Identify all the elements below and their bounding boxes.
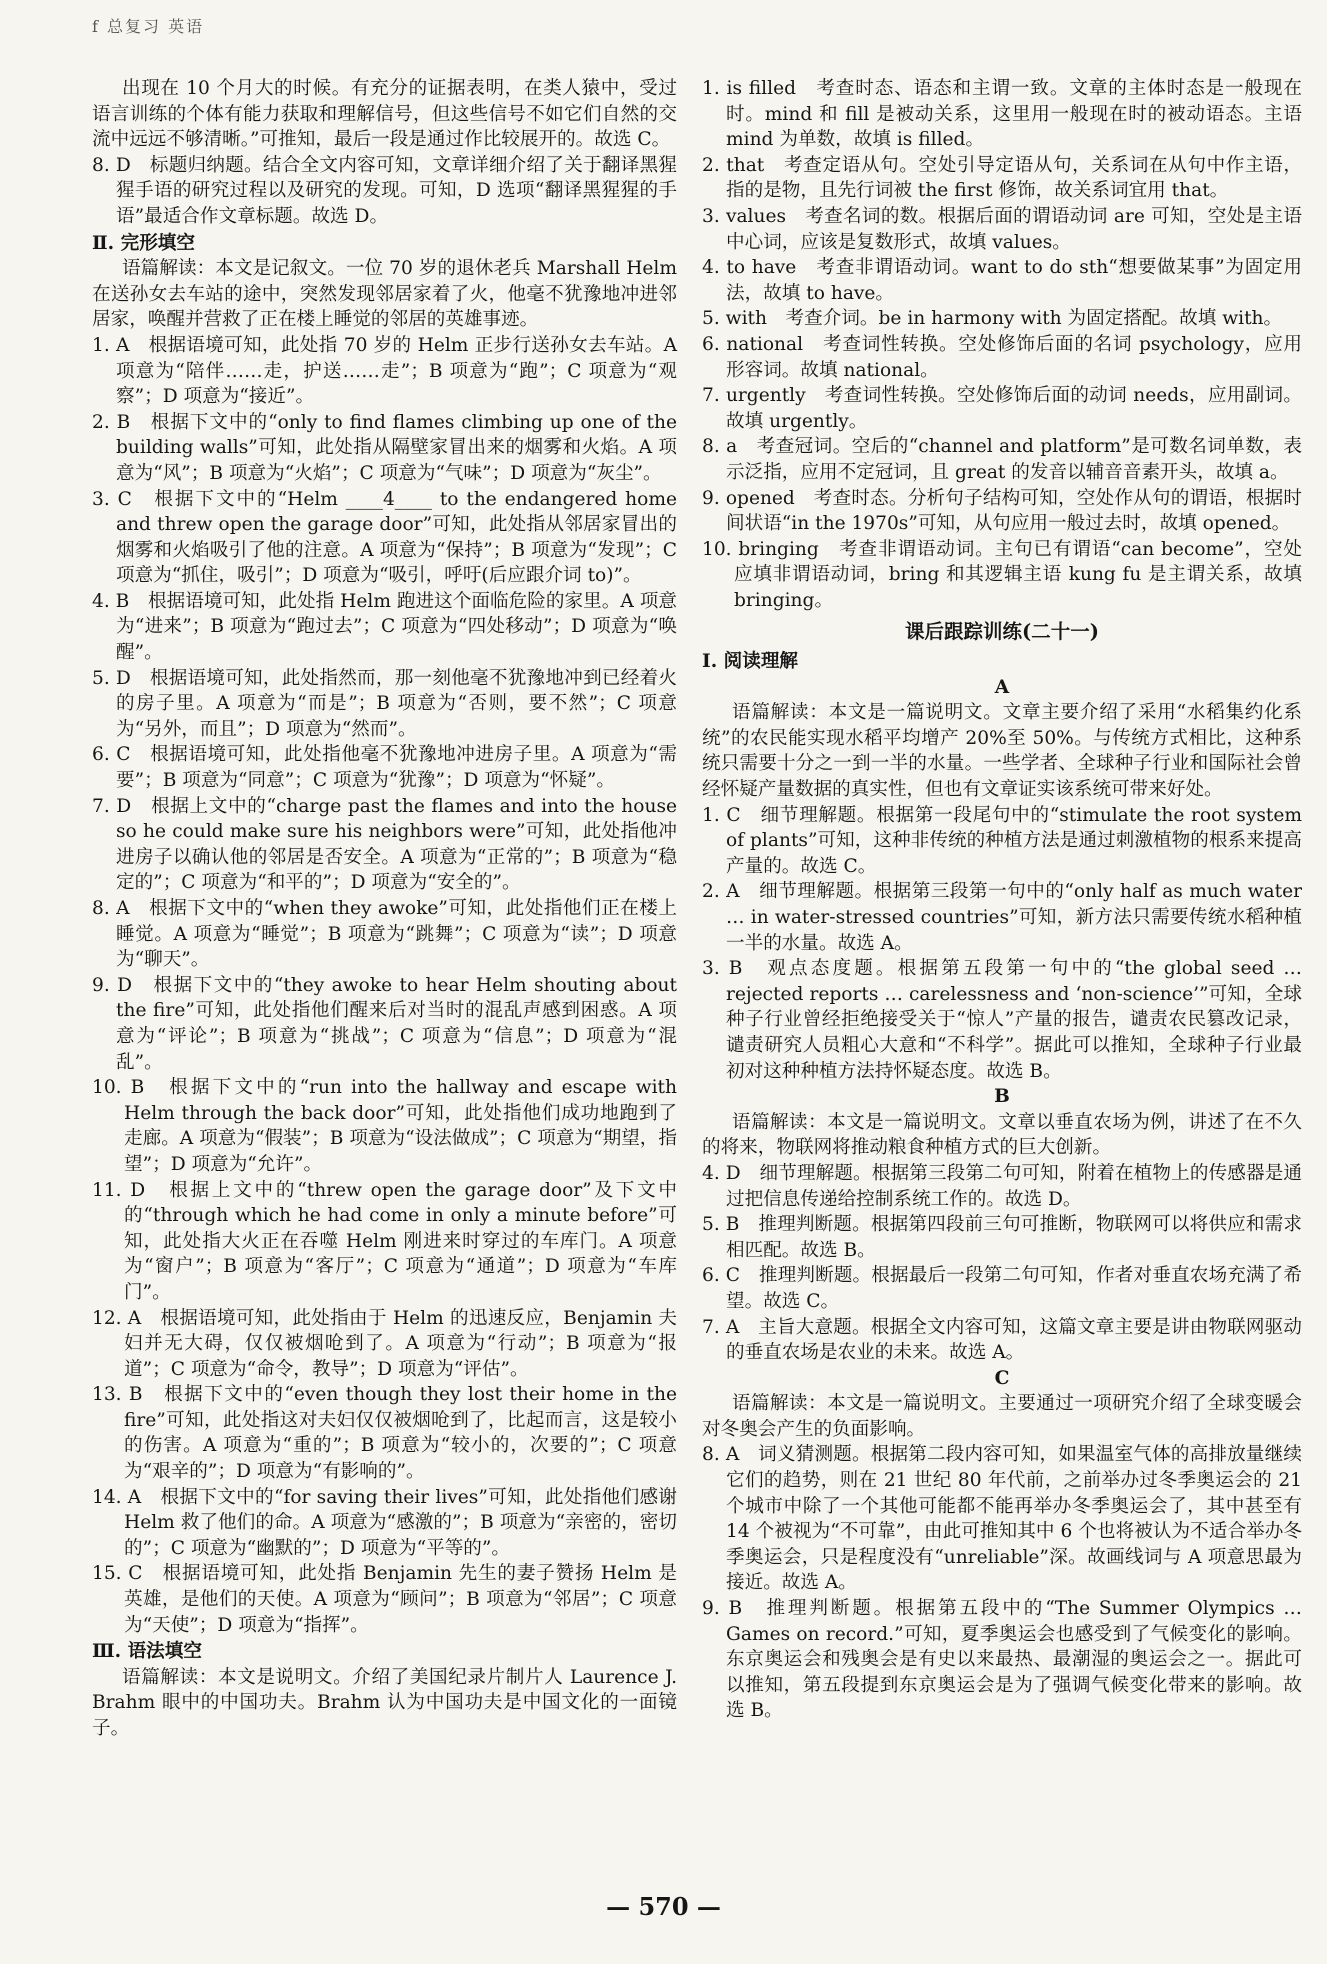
answer-item: 9. D 根据下文中的“they awoke to hear Helm shouting about the fire”可知，此处指他们醒来后对当时的混乱声感到困惑。A 项意为“评论”；B 项意为“挑战”；C 项意为“信息”；D 项意为“混乱”。: [92, 974, 677, 1073]
answer-item: 2. that 考查定语从句。空处引导定语从句，关系词在从句中作主语，指的是物，且先行词被 the first 修饰，故关系词宜用 that。: [702, 154, 1302, 202]
answer-item: 12. A 根据语境可知，此处指由于 Helm 的迅速反应，Benjamin 夫妇并无大碍，仅仅被烟呛到了。A 项意为“行动”；B 项意为“报道”；C 项意为“命令，教导”；D 项意为“评估”。: [92, 1307, 677, 1380]
answer-item: 7. D 根据上文中的“charge past the flames and into the house so he could make sure his neighbors were”可知，此处指他冲进房子以确认他的邻居是否安全。A 项意为“正常的”；B 项意为“稳定的”；C 项意为“和平的”；D 项意为“安全的”。: [92, 795, 677, 894]
answer-item: 2. A 细节理解题。根据第三段第一句中的“only half as much water … in water-stressed countries”可知，新方法只需要传统水稻种植一半的水量。故选 A。: [702, 881, 1302, 954]
passage-summary: 语篇解读：本文是一篇说明文。文章以垂直农场为例，讲述了在不久的将来，物联网将推动粮食种植方式的巨大创新。: [702, 1111, 1302, 1159]
answer-item: 1. is filled 考查时态、语态和主谓一致。文章的主体时态是一般现在时。mind 和 fill 是被动关系，这里用一般现在时的被动语态。主语 mind 为单数，故填 is filled。: [702, 78, 1302, 151]
answer-item: 2. B 根据下文中的“only to find flames climbing up one of the building walls”可知，此处指从隔壁家冒出来的烟雾和火焰。A 项意为“风”；B 项意为“火焰”；C 项意为“气味”；D 项意为“灰尘”。: [92, 411, 677, 484]
passage-summary: 语篇解读：本文是一篇说明文。主要通过一项研究介绍了全球变暖会对冬奥会产生的负面影响。: [702, 1393, 1302, 1440]
running-header: f 总复习 英语: [92, 17, 205, 36]
passage-summary: 出现在 10 个月大的时候。有充分的证据表明，在类人猿中，受过语言训练的个体有能力获取和理解信号，但这些信号不如它们自然的交流中远远不够清晰。”可推知，最后一段是通过作比较展开的。故选 C。: [92, 78, 677, 151]
answer-item: 8. a 考查冠词。空后的“channel and platform”是可数名词单数，表示泛指，应用不定冠词，且 great 的发音以辅音音素开头，故填 a。: [702, 436, 1302, 483]
answer-item: 8. A 词义猜测题。根据第二段内容可知，如果温室气体的高排放量继续它们的趋势，则在 21 世纪 80 年代前，之前举办过冬季奥运会的 21 个城市中除了一个其他可能都不能再举办冬季奥运会了，其中甚至有 14 个被视为“不可靠”，由此可推知其中 6 个也将被认为不适合举办冬季奥运会，只是程度没有“unreliable”深。故画线词与 A 项意思最为接近。故选 A。: [702, 1444, 1302, 1594]
answer-item: 1. C 细节理解题。根据第一段尾句中的“stimulate the root system of plants”可知，这种非传统的种植方法是通过刺激植物的根系来提高产量的。故选 C。: [702, 804, 1302, 877]
answer-item: 6. C 推理判断题。根据最后一段第二句可知，作者对垂直农场充满了希望。故选 C。: [702, 1265, 1302, 1312]
answer-item: 9. B 推理判断题。根据第五段中的“The Summer Olympics … Games on record.”可知，夏季奥运会也感受到了气候变化的影响。东京奥运会和残奥会是有史以来最热、最潮湿的奥运会之一。据此可以推知，第五段提到东京奥运会是为了强调气候变化带来的影响。故选 B。: [702, 1598, 1302, 1722]
passage-summary: 语篇解读：本文是记叙文。一位 70 岁的退休老兵 Marshall Helm 在送孙女去车站的途中，突然发现邻居家着了火，他毫不犹豫地冲进邻居家，唤醒并营救了正在楼上睡觉的邻居的英雄事迹。: [92, 258, 677, 331]
answer-item: 6. C 根据语境可知，此处指他毫不犹豫地冲进房子里。A 项意为“需要”；B 项意为“同意”；C 项意为“犹豫”；D 项意为“怀疑”。: [92, 744, 677, 792]
answer-item: 4. to have 考查非谓语动词。want to do sth“想要做某事”为固定用法，故填 to have。: [702, 257, 1302, 304]
answer-item: 10. bringing 考查非谓语动词。主句已有谓语“can become”，空处应填非谓语动词，bring 和其逻辑主语 kung fu 是主谓关系，故填 bringing。: [702, 538, 1302, 611]
answer-item: 6. national 考查词性转换。空处修饰后面的名词 psychology，应用形容词。故填 national。: [702, 333, 1302, 381]
answer-item: 4. B 根据语境可知，此处指 Helm 跑进这个面临危险的家里。A 项意为“进来”；B 项意为“跑过去”；C 项意为“四处移动”；D 项意为“唤醒”。: [92, 590, 677, 664]
answer-item: 8. D 标题归纳题。结合全文内容可知，文章详细介绍了关于翻译黑猩猩手语的研究过程以及研究的发现。可知，D 选项“翻译黑猩猩的手语”最适合作文章标题。故选 D。: [92, 154, 677, 227]
section-heading: Ⅲ. 语法填空: [92, 1641, 202, 1663]
section-title: 课后跟踪训练(二十一): [905, 620, 1099, 644]
left-column: [92, 76, 677, 1742]
answer-item: 4. D 细节理解题。根据第三段第二句可知，附着在植物上的传感器是通过把信息传递给控制系统工作的。故选 D。: [702, 1162, 1302, 1210]
answer-item: 5. D 根据语境可知，此处指然而，那一刻他毫不犹豫地冲到已经着火的房子里。A 项意为“而是”；B 项意为“否则，要不然”；C 项意为“另外，而且”；D 项意为“然而”。: [92, 667, 677, 740]
answer-item: 14. A 根据下文中的“for saving their lives”可知，此处指他们感谢 Helm 救了他们的命。A 项意为“感激的”；B 项意为“亲密的，密切的”；C 项意为“幽默的”；D 项意为“平等的”。: [92, 1486, 677, 1559]
answer-item: 11. D 根据上文中的“threw open the garage door”及下文中的“through which he had come in only a minute before”可知，此处指大火正在吞噬 Helm 刚进来时穿过的车库门。A 项意为“窗户”；B 项意为“客厅”；C 项意为“通道”；D 项意为“车库门”。: [92, 1179, 677, 1303]
answer-item: 5. with 考查介词。be in harmony with 为固定搭配。故填 with。: [702, 308, 1283, 330]
passage-summary: 语篇解读：本文是一篇说明文。文章主要介绍了采用“水稻集约化系统”的农民能实现水稻平均增产 20%至 50%。与传统方式相比，这种系统只需要十分之一到一半的水量。一些学者、全球种子行业和国际社会曾经怀疑产量数据的真实性，但也有文章证实该系统可带来好处。: [702, 702, 1302, 801]
answer-item: 7. urgently 考查词性转换。空处修饰后面的动词 needs，应用副词。故填 urgently。: [702, 385, 1302, 432]
answer-item: 3. C 根据下文中的“Helm ____4____ to the endangered home and threw open the garage door”可知，此处指从邻居家冒出的烟雾和火焰吸引了他的注意。A 项意为“保持”；B 项意为“发现”；C 项意为“抓住，吸引”；D 项意为“吸引，呼吁(后应跟介词 to)”。: [92, 488, 677, 587]
section-title: A: [994, 676, 1010, 698]
answer-item: 8. A 根据下文中的“when they awoke”可知，此处指他们正在楼上睡觉。A 项意为“睡觉”；B 项意为“跳舞”；C 项意为“读”；D 项意为“聊天”。: [92, 898, 677, 971]
answer-item: 10. B 根据下文中的“run into the hallway and escape with Helm through the back door”可知，此处指他们成功地跑到了走廊。A 项意为“假装”；B 项意为“设法做成”；C 项意为“期望，指望”；D 项意为“允许”。: [92, 1077, 677, 1175]
section-title: C: [994, 1367, 1010, 1389]
page-number: — 570 —: [606, 1892, 721, 1921]
section-title: B: [994, 1086, 1010, 1108]
answer-item: 15. C 根据语境可知，此处指 Benjamin 先生的妻子赞扬 Helm 是英雄，是他们的天使。A 项意为“顾问”；B 项意为“邻居”；C 项意为“天使”；D 项意为“指挥”。: [92, 1563, 677, 1636]
answer-item: 3. values 考查名词的数。根据后面的谓语动词 are 可知，空处是主语中心词，应该是复数形式，故填 values。: [702, 205, 1302, 253]
passage-summary: 语篇解读：本文是说明文。介绍了美国纪录片制片人 Laurence J. Brahm 眼中的中国功夫。Brahm 认为中国功夫是中国文化的一面镜子。: [92, 1666, 677, 1739]
answer-item: 7. A 主旨大意题。根据全文内容可知，这篇文章主要是讲由物联网驱动的垂直农场是农业的未来。故选 A。: [702, 1316, 1302, 1364]
answer-item: 3. B 观点态度题。根据第五段第一句中的“the global seed … rejected reports … carelessness and ‘non-science’”可知，全球种子行业曾经拒绝接受关于“惊人”产量的报告，谴责农民篡改记录，谴责研究人员粗心大意和“不科学”。据此可以推知，全球种子行业最初对这种种植方法持怀疑态度。故选 B。: [702, 958, 1302, 1082]
section-heading: Ⅰ. 阅读理解: [702, 651, 799, 673]
answer-item: 1. A 根据语境可知，此处指 70 岁的 Helm 正步行送孙女去车站。A 项意为“陪伴……走，护送……走”；B 项意为“跑”；C 项意为“观察”；D 项意为“接近”。: [92, 334, 677, 408]
answer-item: 5. B 推理判断题。根据第四段前三句可推断，物联网可以将供应和需求相匹配。故选 B。: [702, 1214, 1302, 1261]
answer-item: 9. opened 考查时态。分析句子结构可知，空处作从句的谓语，根据时间状语“in the 1970s”可知，从句应用一般过去时，故填 opened。: [702, 487, 1302, 535]
section-heading: Ⅱ. 完形填空: [92, 232, 195, 254]
right-column: [702, 76, 1302, 1724]
answer-item: 13. B 根据下文中的“even though they lost their home in the fire”可知，此处指这对夫妇仅仅被烟呛到了，比起而言，这是较小的伤害。A 项意为“重的”；B 项意为“较小的，次要的”；C 项意为“艰辛的”；D 项意为“有影响的”。: [92, 1384, 677, 1483]
